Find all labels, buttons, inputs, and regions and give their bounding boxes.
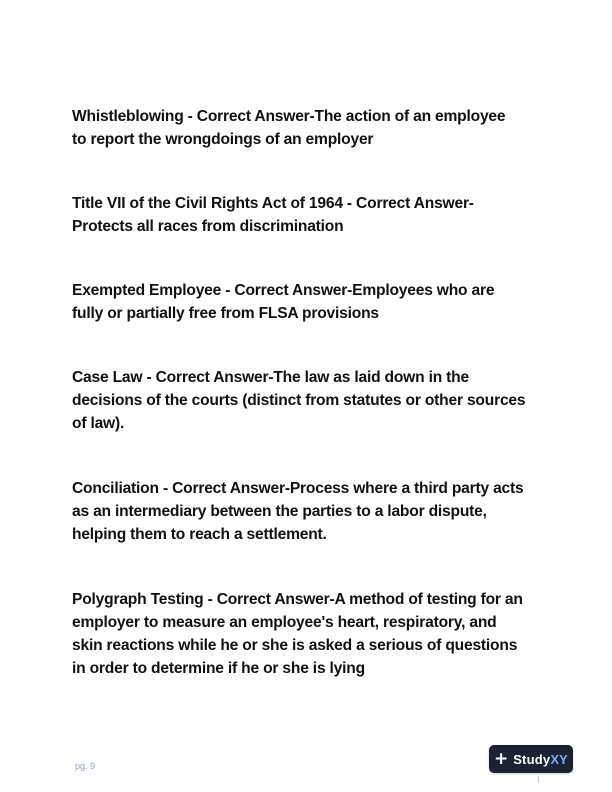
brand-suffix: XY <box>550 751 569 767</box>
page-number: pg. 9 <box>75 761 96 771</box>
footer-divider <box>538 776 539 782</box>
entry-line: helping them to reach a settlement. <box>72 526 327 543</box>
entry-line: in order to determine if he or she is lying <box>72 660 365 677</box>
term-entry-whistleblowing <box>72 105 505 151</box>
entry-line: employer to measure an employee's heart, respiratory, and <box>72 614 497 631</box>
term-entry-exempted-employee <box>72 279 494 325</box>
brand-name: Study <box>513 751 551 767</box>
entry-line: Protects all races from discrimination <box>72 218 344 235</box>
entry-line: Polygraph Testing - Correct Answer-A method of testing for an <box>72 591 523 608</box>
entry-line: skin reactions while he or she is asked a serious of questions <box>72 637 518 654</box>
term-entry-case-law <box>72 366 525 435</box>
entry-line: Whistleblowing - Correct Answer-The action of an employee <box>72 108 506 125</box>
entry-line: to report the wrongdoings of an employer <box>72 131 374 148</box>
plus-icon: + <box>493 748 509 769</box>
entry-line: fully or partially free from FLSA provisions <box>72 305 379 322</box>
entry-line: as an intermediary between the parties to a labor dispute, <box>72 503 487 520</box>
term-entry-title-vii <box>72 192 474 238</box>
entry-line: Title VII of the Civil Rights Act of 1964 - Correct Answer- <box>72 195 474 212</box>
entry-line: of law). <box>72 415 125 432</box>
term-entry-conciliation <box>72 477 524 546</box>
brand-wordmark <box>513 752 568 767</box>
term-entry-polygraph-testing <box>72 588 523 680</box>
studyxy-logo-badge[interactable] <box>489 745 573 773</box>
entry-line: Conciliation - Correct Answer-Process where a third party acts <box>72 480 524 497</box>
entry-line: Case Law - Correct Answer-The law as laid down in the <box>72 369 469 386</box>
entry-line: Exempted Employee - Correct Answer-Employees who are <box>72 282 495 299</box>
entry-line: decisions of the courts (distinct from statutes or other sources <box>72 392 526 409</box>
